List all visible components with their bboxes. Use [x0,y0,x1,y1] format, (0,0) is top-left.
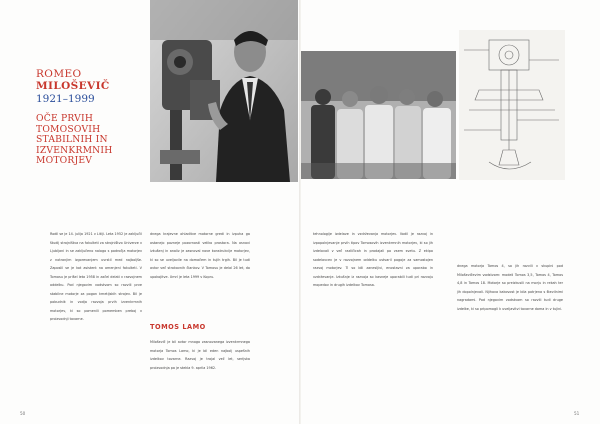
headline-line: STABILNIH IN [36,134,108,146]
headline-line: MOTORJEV [36,155,93,167]
page-number-left: 50 [20,411,26,416]
body-text-column-1: Rodil se je 14. julija 1921 v Litiji. Leta 1952 je zaključil študij strojništva na fakulteti za strojništvo Univerze v Ljubljani in se zaključeno nalogo s področja motorjev z notranjim izgorevanjem uvrstil med najboljše. Zaposlil se je kot asistent na omenjeni fakulteti. V Tomosu je prišel leta 1958 in začel delati v razvojnem oddelku. Pod njegovim vodstvom so razvili prve stabilne motorje za pogon kmetijskih strojev. Bil je pobudnik in vodja razvoja prvih izvenkrmnih motorjev, ki so pomenili pomemben preboj v proizvodnji tovarne. [50,232,142,322]
headline-line: IZVENKRMNIH [36,144,113,156]
body-text-column-4: dnega motorja Tomos 4, so jih razvili v skupini pod Miloševičevim vodstvom: modeli Tomos 3,5, Tomos 4, Tomos 4,8 in Tomos 18. Motorje so preizkusili na morju in rekah ter jih dopolnjevali. Njihova kakovost je bila potrjena s številnimi nagradami. Pod njegovim vodstvom so razvili tudi druge izdelke, ki so pripomogli k uveljavitvi tovarne doma in v tujini. [457,264,563,311]
body-text-column-2: dnega krajevne ohladitve motorne gredi in izpuha ga ostanejo pozneje pozornosti veliko prostora. Na osnovi izkušenj in analiz je zasnoval nove konstrukcije motorjev, ki so se uveljavile na domačem in tujih trgih. Bil je tudi avtor več strokovnih člankov. V Tomosu je delal 26 let, do upokojitve. Umrl je leta 1999 v Kopru. [150,232,250,279]
body-text-column-3: tehnologije izdelave in vzdrževanja motorjev. Vodil je razvoj in izpopolnjevanje prvih tipov Tomosovih izvenkrmnih motorjev, ki so jih izdelovali v več različicah in prodajali po vsem svetu. Z ekipo sodelavcev je v razvojnem oddelku ustvaril pogoje za samostojen razvoj motorjev. Ti so bili zanesljivi, enostavni za uporabo in vzdrževanje. Izkušnje iz razvoja so kasneje uporabili tudi pri razvoju mopedov in drugih izdelkov Tomosa. [313,232,433,288]
page-number-right: 51 [574,411,580,416]
person-first-name: ROMEO [36,68,82,80]
headline-line: OČE PRVIH [36,113,94,124]
technical-drawing [459,30,565,180]
person-years: 1921–1999 [36,93,95,105]
body-text-column-2b: Miloševič je bil avtor mnogo zasnovanega izvenkrmnega motorja Tomos Lamo, ki je bil eden najbolj uspešnih izdelkov tovarne. Razvoj je trajal več let, serijska proizvodnja pa je stekla 9. aprila 1962. [150,340,250,370]
article-title-block [36,68,146,167]
photo-group-of-men [301,51,456,179]
photo-man-with-engine [150,0,298,182]
headline-line: TOMOSOVIH [36,123,101,135]
article-headline [36,114,146,167]
person-last-name: MILOŠEVIČ [36,80,110,92]
section-subheading: TOMOS LAMO [150,323,206,331]
